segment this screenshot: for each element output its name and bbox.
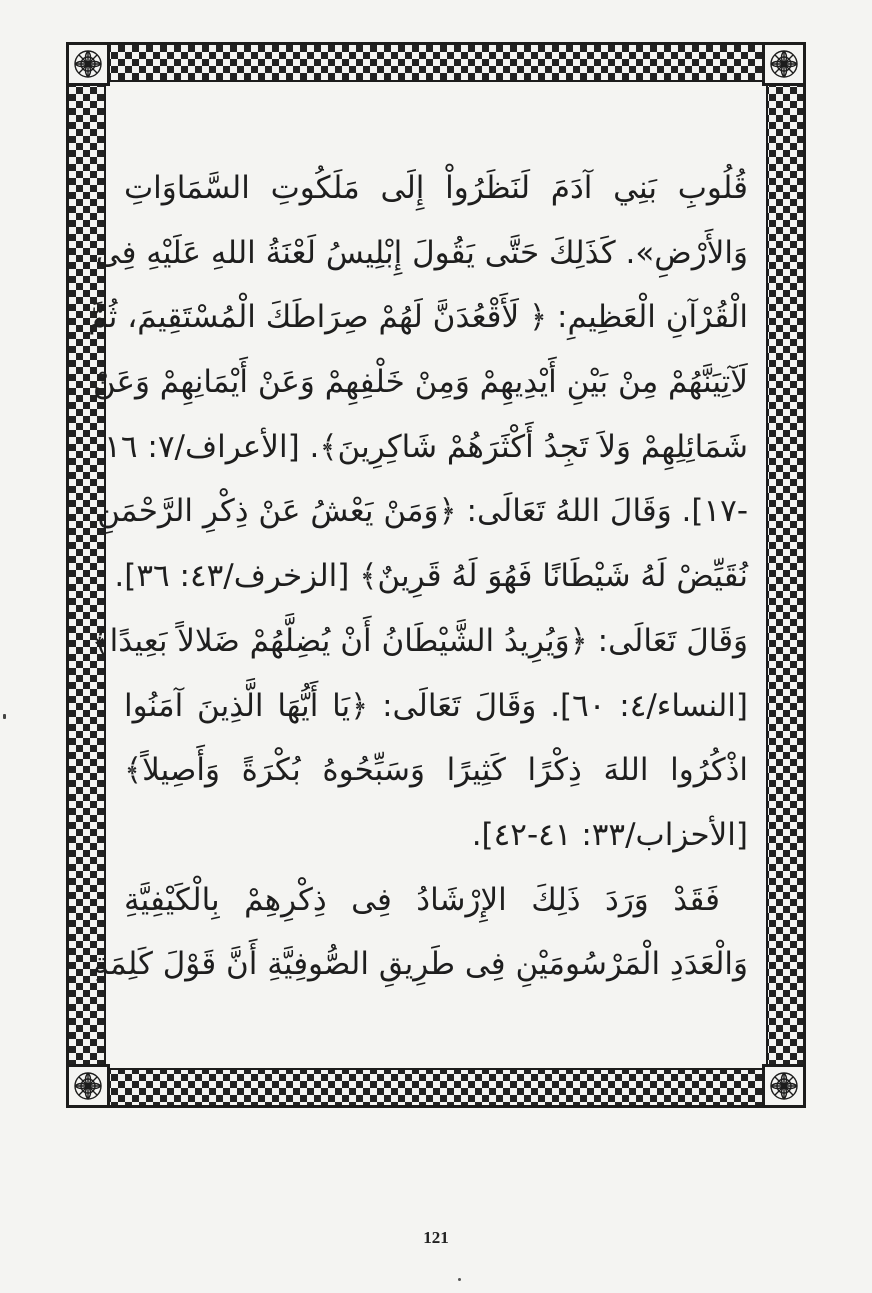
rosette-ornament-icon: [762, 42, 806, 86]
paragraph-start-line: فَقَدْ وَرَدَ ذَلِكَ الإِرْشَادُ فِى ذِكْرِهِمْ بِالْكَيْفِيَّةِ: [124, 881, 720, 918]
arabic-body-text: [88, 156, 748, 997]
text-line: شَمَائِلِهِمْ وَلاَ تَجِدُ أَكْثَرَهُمْ شَاكِرِينَ﴾. [الأعراف/٧: ١٦: [104, 428, 748, 465]
text-line: الْقُرْآنِ الْعَظِيمِ: ﴿ لَأَقْعُدَنَّ لَهُمْ صِرَاطَكَ الْمُسْتَقِيمَ، ثُمَّ: [88, 299, 748, 336]
rosette-ornament-icon: [66, 1064, 110, 1108]
text-line: اذْكُرُوا اللهَ ذِكْرًا كَثِيرًا وَسَبِّحُوهُ بُكْرَةً وَأَصِيلاً﴾: [124, 752, 748, 789]
rosette-ornament-icon: [762, 1064, 806, 1108]
text-line: [النساء/٤: ٦٠]. وَقَالَ تَعَالَى: ﴿يَا أَيُّهَا الَّذِينَ آمَنُوا: [124, 687, 748, 724]
page-number: 121: [423, 1228, 449, 1247]
text-line: وَالْعَدَدِ الْمَرْسُومَيْنِ فِى طَرِيقِ الصُّوفِيَّةِ أَنَّ قَوْلَ كَلِمَةِ: [93, 946, 748, 983]
text-line: [الأحزاب/٣٣: ٤١-٤٢].: [471, 816, 748, 853]
text-line: وَقَالَ تَعَالَى: ﴿وَيُرِيدُ الشَّيْطَانُ أَنْ يُضِلَّهُمْ ضَلالاً بَعِيدًا﴾: [91, 622, 748, 659]
text-line: وَالأَرْضِ». كَذَلِكَ حَتَّى يَقُولَ إِبْلِيسُ لَعْنَةُ اللهِ عَلَيْهِ فِى: [95, 234, 748, 271]
text-line: نُقَيِّضْ لَهُ شَيْطَانًا فَهُوَ لَهُ قَرِينٌ﴾ [الزخرف/٤٣: ٣٦].: [114, 558, 748, 595]
text-line: قُلُوبِ بَنِي آدَمَ لَنَظَرُواْ إِلَى مَلَكُوتِ السَّمَاوَاتِ: [124, 170, 748, 206]
text-line: لَآتِيَنَّهُمْ مِنْ بَيْنِ أَيْدِيهِمْ وَمِنْ خَلْفِهِمْ وَعَنْ أَيْمَانِهِمْ وَعَنْ: [92, 364, 748, 401]
scan-speck: [458, 1278, 461, 1281]
text-line: -١٧]. وَقَالَ اللهُ تَعَالَى: ﴿وَمَنْ يَعْشُ عَنْ ذِكْرِ الرَّحْمَنِ: [97, 493, 748, 530]
scan-speck: [3, 714, 6, 719]
rosette-ornament-icon: [66, 42, 110, 86]
